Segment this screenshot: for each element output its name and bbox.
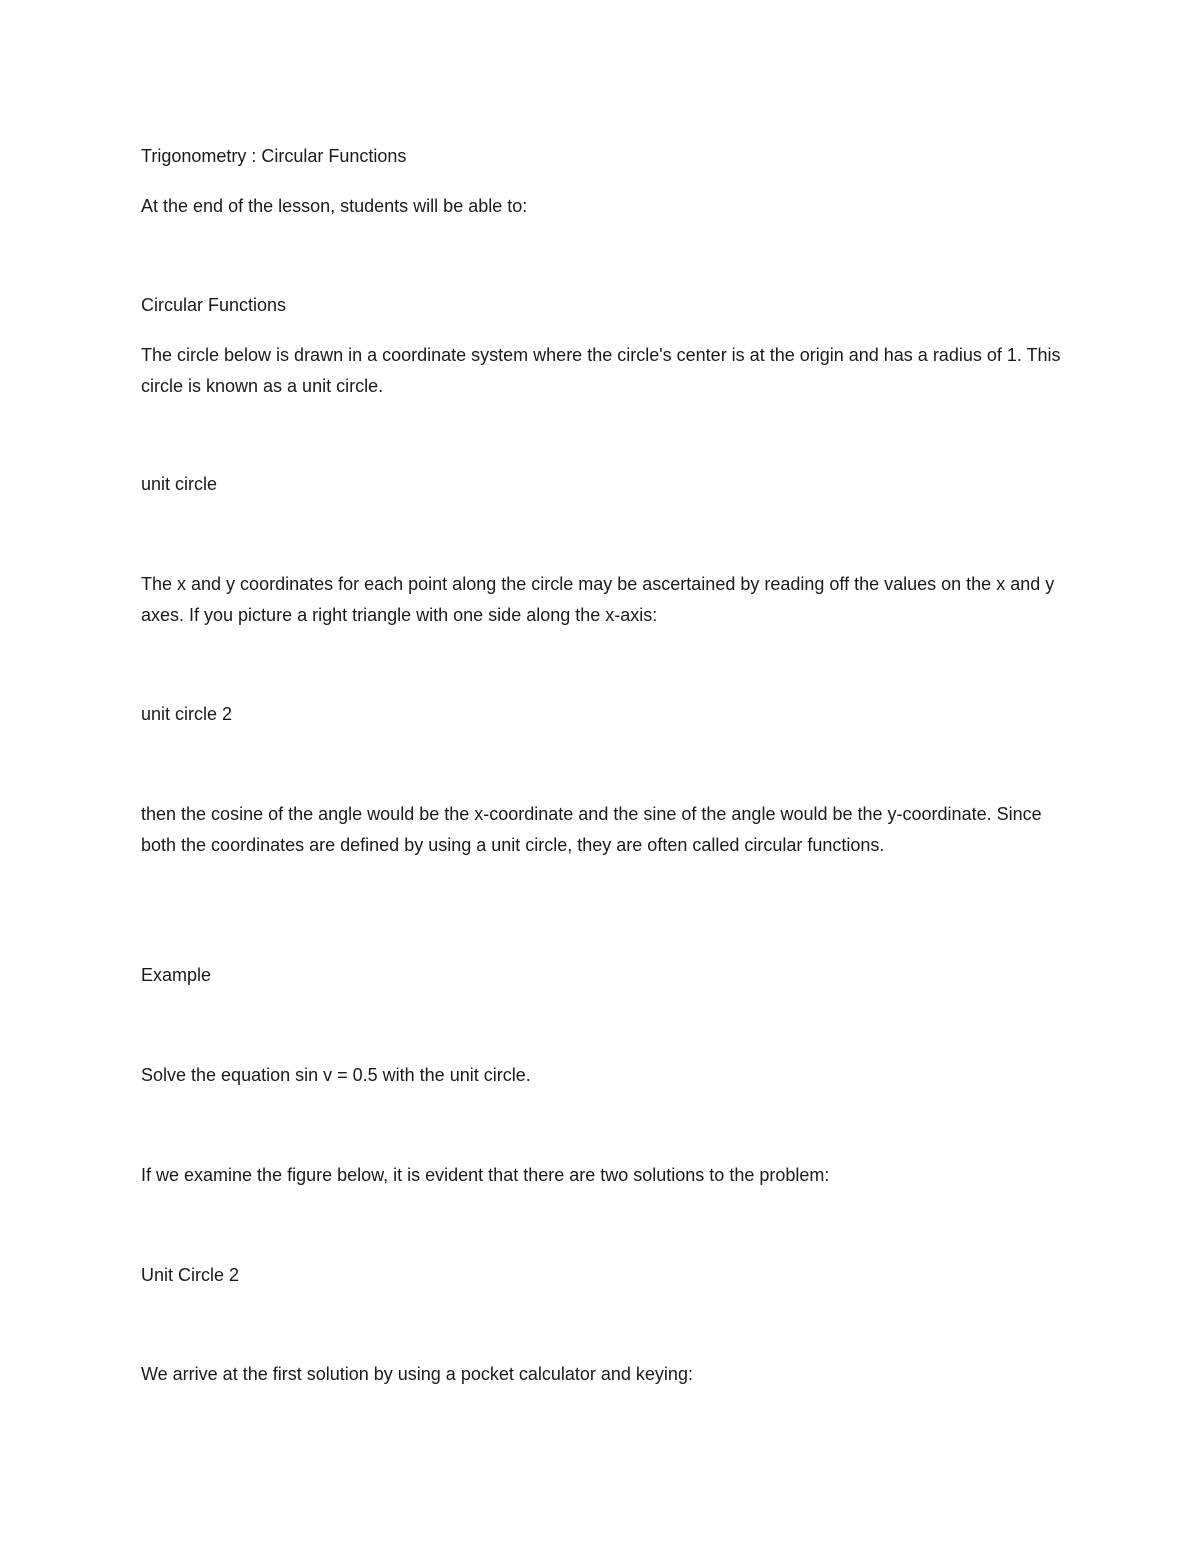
figure-label-unit-circle-2: unit circle 2 <box>141 704 233 724</box>
paragraph-coordinates: The x and y coordinates for each point along the circle may be ascertained by reading off the values on the x and y axes. If you picture a right triangle with one side along the x-axis: <box>141 574 1055 625</box>
figure-label-unit-circle-2b: Unit Circle 2 <box>141 1265 240 1285</box>
paragraph-unit-circle: The circle below is drawn in a coordinate system where the circle's center is at the origin and has a radius of 1. This circle is known as a unit circle. <box>141 345 1061 396</box>
document-title: Trigonometry : Circular Functions <box>141 146 407 166</box>
intro-text: At the end of the lesson, students will be able to: <box>141 196 528 216</box>
section-heading: Circular Functions <box>141 295 287 315</box>
figure-label-unit-circle: unit circle <box>141 474 218 494</box>
paragraph-cosine-sine: then the cosine of the angle would be the x-coordinate and the sine of the angle would be the y-coordinate. Since both the coordinates are defined by using a unit circle, they are often called circular functions. <box>141 804 1042 855</box>
example-problem: Solve the equation sin v = 0.5 with the unit circle. <box>141 1065 531 1085</box>
example-heading: Example <box>141 965 212 985</box>
paragraph-two-solutions: If we examine the figure below, it is evident that there are two solutions to the problem: <box>141 1165 830 1185</box>
paragraph-first-solution: We arrive at the first solution by using a pocket calculator and keying: <box>141 1364 693 1384</box>
